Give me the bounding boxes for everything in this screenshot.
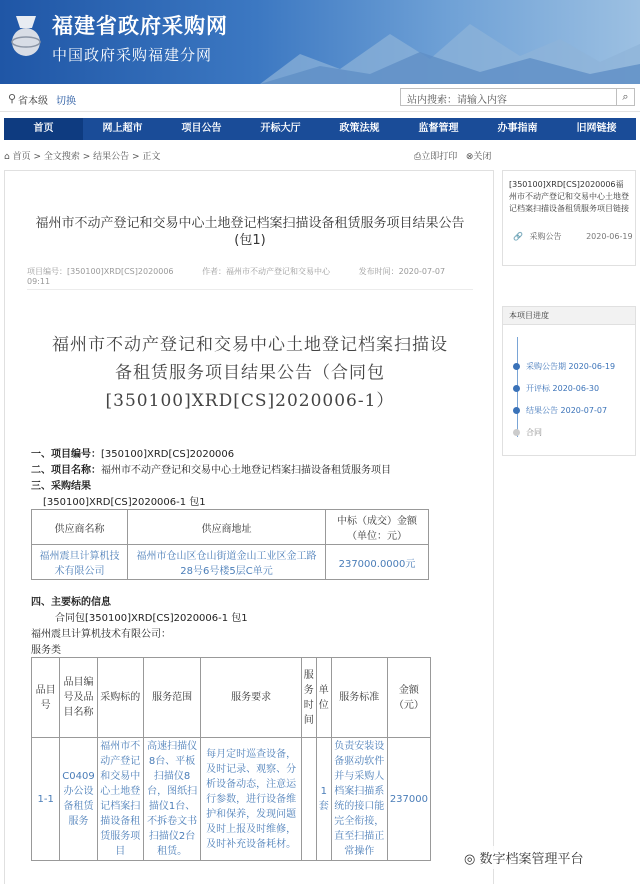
nav-policies[interactable]: 政策法规 xyxy=(339,123,380,134)
progress-step[interactable]: 结果公告 2020-07-07 xyxy=(513,405,607,416)
detail-table xyxy=(31,657,431,861)
site-banner xyxy=(0,0,640,84)
item-code: C0409办公设备租赁服务 xyxy=(60,738,97,861)
section-result: 三、采购结果 xyxy=(31,481,91,492)
table-header: 品目号 xyxy=(32,658,60,738)
heading-line: 备租赁服务项目结果公告（合同包 xyxy=(115,363,385,383)
bid-amount: 237000.0000元 xyxy=(326,545,429,580)
close-button[interactable]: 关闭 xyxy=(473,152,492,162)
item-unit: 1套 xyxy=(316,738,331,861)
table-header: 服务时间 xyxy=(301,658,316,738)
site-title: 福建省政府采购网 xyxy=(52,14,228,38)
heading-line: 福州市不动产登记和交易中心土地登记档案扫描设 xyxy=(52,335,448,355)
section-project-no: 一、项目编号：[350100]XRD[CS]2020006 xyxy=(31,449,235,460)
items-type: 服务类 xyxy=(31,645,61,656)
location-level: 省本级 xyxy=(18,96,48,107)
article-title: 福州市不动产登记和交易中心土地登记档案扫描设备租赁服务项目结果公告(包1) xyxy=(35,216,465,248)
print-icon: ⎙ xyxy=(414,152,422,162)
link-icon: 🔗 xyxy=(513,232,523,241)
main-nav xyxy=(4,118,636,140)
switch-location-link[interactable]: 切换 xyxy=(56,96,76,107)
table-header: 品目编号及品目名称 xyxy=(60,658,97,738)
meta-author: 作者：福州市不动产登记和交易中心 xyxy=(202,267,331,276)
table-header: 金额（元） xyxy=(387,658,430,738)
supplier-address: 福州市仓山区仓山街道金山工业区金工路28号6号楼5层C单元 xyxy=(128,545,326,580)
table-header: 单位 xyxy=(316,658,331,738)
table-header: 服务范围 xyxy=(143,658,201,738)
related-type: 采购公告 xyxy=(529,232,562,241)
article-panel xyxy=(4,170,494,884)
watermark: ◎ 数字档案管理平台 xyxy=(460,846,588,869)
article-meta xyxy=(27,266,473,290)
item-standard: 负责安装设备驱动软件并与采购人档案扫描系统的接口能完全衔接，直至扫描正常操作 xyxy=(331,738,387,861)
search-button[interactable] xyxy=(617,88,635,106)
breadcrumb xyxy=(4,149,160,162)
related-notice-link[interactable]: [350100]XRD[CS]2020006福州市不动产登记和交易中心土地登记档案扫描设备租赁服务项目链接 xyxy=(509,180,629,213)
items-package: 合同包[350100]XRD[CS]2020006-1 包1 xyxy=(55,613,248,624)
progress-step[interactable]: 开评标 2020-06-30 xyxy=(513,383,599,394)
section-items xyxy=(31,595,481,659)
progress-card xyxy=(502,306,636,456)
breadcrumb-text[interactable]: 首页 > 全文搜索 > 结果公告 > 正文 xyxy=(12,152,161,162)
result-table xyxy=(31,509,429,580)
supplier-name[interactable]: 福州震旦计算机技术有限公司 xyxy=(32,545,128,580)
item-amount: 237000 xyxy=(387,738,430,861)
emblem-logo xyxy=(8,6,44,66)
nav-old-site[interactable]: 旧网链接 xyxy=(576,123,617,134)
table-header: 采购标的 xyxy=(97,658,143,738)
home-icon: ⌂ xyxy=(4,152,13,162)
article-body xyxy=(31,447,481,511)
table-header: 供应商名称 xyxy=(32,510,128,545)
print-button[interactable]: 立即打印 xyxy=(421,152,458,162)
nav-guide[interactable]: 办事指南 xyxy=(497,123,538,134)
table-header: 服务要求 xyxy=(201,658,301,738)
nav-project-notices[interactable]: 项目公告 xyxy=(181,123,222,134)
related-notice-card xyxy=(502,170,636,266)
meta-project-no: 项目编号：[350100]XRD[CS]2020006 xyxy=(27,267,174,276)
section-items-label: 四、主要标的信息 xyxy=(31,597,111,608)
progress-step: 合同 xyxy=(513,427,542,438)
mountain-graphic xyxy=(260,14,640,84)
wechat-icon: ◎ xyxy=(464,852,480,867)
item-scope: 高速扫描仪8台、平板扫描仪8台，图纸扫描仪1台、不拆卷文书扫描仪2台租赁。 xyxy=(143,738,201,861)
result-package: [350100]XRD[CS]2020006-1 包1 xyxy=(43,497,206,508)
table-header: 中标（成交）金额（单位：元） xyxy=(326,510,429,545)
close-icon: ⊗ xyxy=(465,152,474,162)
search-input[interactable]: 站内搜索：请输入内容 xyxy=(400,88,617,106)
table-header: 服务标准 xyxy=(331,658,387,738)
heading-line: [350100]XRD[CS]2020006-1） xyxy=(105,391,395,411)
search-icon: ⌕ xyxy=(622,90,629,103)
location-pin-icon: ⚲ xyxy=(8,92,17,105)
item-target: 福州市不动产登记和交易中心土地登记档案扫描设备租赁服务项目 xyxy=(97,738,143,861)
related-date: 2020-06-19 xyxy=(586,232,633,241)
site-subtitle: 中国政府采购福建分网 xyxy=(52,46,213,64)
progress-title: 本项目进度 xyxy=(503,307,635,325)
section-project-name: 二、项目名称：福州市不动产登记和交易中心土地登记档案扫描设备租赁服务项目 xyxy=(31,465,391,476)
related-notice-meta xyxy=(513,231,633,242)
item-no: 1-1 xyxy=(32,738,60,861)
meta-date: 发布时间：2020-07-07 09:11 xyxy=(27,267,446,286)
nav-online-market[interactable]: 网上超市 xyxy=(102,123,143,134)
article-heading xyxy=(25,331,475,415)
nav-home[interactable]: 首页 xyxy=(4,118,83,140)
nav-bid-hall[interactable]: 开标大厅 xyxy=(260,123,301,134)
progress-step[interactable]: 采购公告期 2020-06-19 xyxy=(513,361,615,372)
nav-supervision[interactable]: 监督管理 xyxy=(418,123,459,134)
article-tools xyxy=(414,149,491,162)
item-requirement: 每月定时巡查设备，及时记录、观察、分析设备动态，注意运行参数，进行设备维护和保养，发现问题及时上报及时维修，及时补充设备耗材。 xyxy=(201,738,301,861)
item-time xyxy=(301,738,316,861)
items-company: 福州震旦计算机技术有限公司： xyxy=(31,629,171,640)
table-header: 供应商地址 xyxy=(128,510,326,545)
